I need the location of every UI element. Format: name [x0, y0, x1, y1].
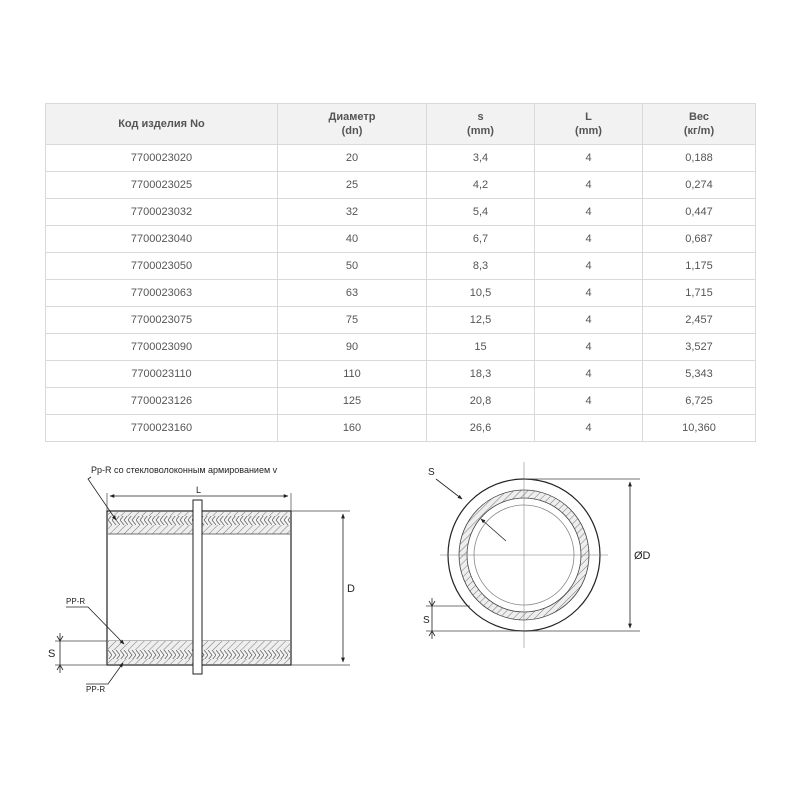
s-leader-outer	[436, 479, 462, 499]
header-diameter: Диаметр (dn)	[278, 104, 427, 145]
cell-diameter: 25	[278, 172, 427, 199]
cell-product-code: 7700023025	[46, 172, 278, 199]
cell-weight: 0,447	[643, 199, 756, 226]
cell-l: 4	[535, 415, 643, 442]
cell-product-code: 7700023050	[46, 253, 278, 280]
cell-weight: 1,175	[643, 253, 756, 280]
cell-diameter: 50	[278, 253, 427, 280]
center-gap	[193, 500, 202, 674]
cell-s: 26,6	[427, 415, 535, 442]
side-view	[48, 465, 355, 694]
label-od: ØD	[634, 550, 651, 562]
label-d: D	[347, 583, 355, 595]
cell-l: 4	[535, 199, 643, 226]
cell-diameter: 63	[278, 280, 427, 307]
cell-product-code: 7700023063	[46, 280, 278, 307]
cell-product-code: 7700023040	[46, 226, 278, 253]
cell-weight: 0,274	[643, 172, 756, 199]
cell-l: 4	[535, 172, 643, 199]
cell-weight: 5,343	[643, 361, 756, 388]
header-weight: Вес (кг/m)	[643, 104, 756, 145]
cell-s: 6,7	[427, 226, 535, 253]
label-s-top: S	[428, 467, 435, 478]
header-l: L (mm)	[535, 104, 643, 145]
cell-l: 4	[535, 307, 643, 334]
cell-product-code: 7700023090	[46, 334, 278, 361]
cell-diameter: 40	[278, 226, 427, 253]
header-product-code: Код изделия No	[46, 104, 278, 145]
label-s-end: S	[423, 615, 430, 626]
cell-s: 12,5	[427, 307, 535, 334]
cell-l: 4	[535, 334, 643, 361]
cell-weight: 10,360	[643, 415, 756, 442]
cell-diameter: 160	[278, 415, 427, 442]
cell-s: 5,4	[427, 199, 535, 226]
cell-diameter: 20	[278, 145, 427, 172]
ppr-bottom-leader	[86, 663, 123, 684]
cell-l: 4	[535, 361, 643, 388]
cell-weight: 3,527	[643, 334, 756, 361]
cell-s: 20,8	[427, 388, 535, 415]
cell-diameter: 90	[278, 334, 427, 361]
cell-product-code: 7700023020	[46, 145, 278, 172]
cell-weight: 0,188	[643, 145, 756, 172]
cell-s: 8,3	[427, 253, 535, 280]
cell-diameter: 110	[278, 361, 427, 388]
cell-product-code: 7700023160	[46, 415, 278, 442]
reinforced-leader	[88, 477, 116, 520]
cell-l: 4	[535, 388, 643, 415]
cell-s: 18,3	[427, 361, 535, 388]
header-s: s (mm)	[427, 104, 535, 145]
cell-s: 10,5	[427, 280, 535, 307]
cell-l: 4	[535, 226, 643, 253]
cell-l: 4	[535, 253, 643, 280]
label-ppr-top: PP-R	[66, 597, 86, 606]
label-l: L	[196, 485, 202, 495]
cell-diameter: 32	[278, 199, 427, 226]
cell-diameter: 75	[278, 307, 427, 334]
cell-product-code: 7700023075	[46, 307, 278, 334]
cell-s: 15	[427, 334, 535, 361]
cell-l: 4	[535, 280, 643, 307]
cell-weight: 2,457	[643, 307, 756, 334]
cell-l: 4	[535, 145, 643, 172]
cell-s: 4,2	[427, 172, 535, 199]
label-reinforced-layer: Pp-R со стекловолоконным армированием v	[91, 465, 278, 475]
label-s-side: S	[48, 648, 56, 660]
cell-product-code: 7700023126	[46, 388, 278, 415]
cell-diameter: 125	[278, 388, 427, 415]
cell-product-code: 7700023032	[46, 199, 278, 226]
label-ppr-bottom: PP-R	[86, 685, 106, 694]
cell-weight: 0,687	[643, 226, 756, 253]
cell-product-code: 7700023110	[46, 361, 278, 388]
end-view	[423, 462, 651, 648]
cell-weight: 1,715	[643, 280, 756, 307]
cell-s: 3,4	[427, 145, 535, 172]
cell-weight: 6,725	[643, 388, 756, 415]
